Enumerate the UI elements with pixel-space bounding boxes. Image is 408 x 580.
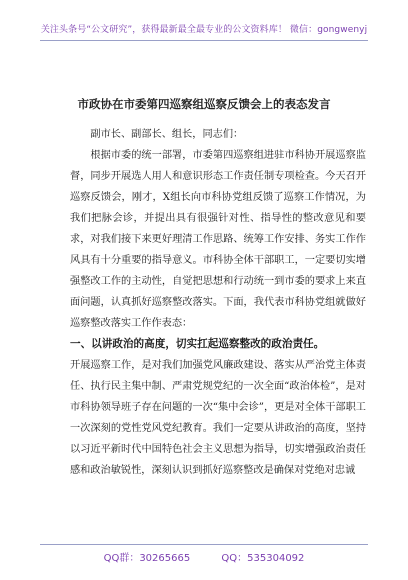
paragraph: 根据市委的统一部署，市委第四巡察组进驻市科协开展巡察监督，同步开展选人用人和意识形态工作责任制专项检查。今天召开巡察反馈会，刚才，X组长向市科协党组反馈了巡察工作情况，为我们把脉会诊，并提出具有很强针对性、指导性的整改意见和要求，对我们接下来更好理清工作思路、统筹工作安排、务实工作作风具有十分重要的指导意义。市科协全体干部职工，一定要切实增强整改工作的主动性，自觉把思想和行动统一到市委的要求上来直面问题，认真抓好巡察整改落实。下面，我代表市科协党组就做好巡察整改落实工作作表态： bbox=[70, 150, 366, 329]
footer-divider bbox=[40, 544, 368, 545]
document-body bbox=[70, 122, 366, 481]
footer bbox=[0, 549, 408, 564]
salutation: 副市长、副部长、组长，同志们： bbox=[90, 129, 244, 140]
footer-qq-group: QQ群：30265665 bbox=[103, 553, 191, 564]
header-divider bbox=[40, 40, 368, 41]
header-banner: 关注头条号“公文研究”，获得最新最全最专业的公文资料库！ 微信：gongwenyj bbox=[40, 25, 368, 35]
document-title: 市政协在市委第四巡察组巡察反馈会上的表态发言 bbox=[77, 97, 331, 111]
footer-qq-contact: QQ：535304092 bbox=[221, 553, 305, 564]
section-heading: 一、以讲政治的高度，切实扛起巡察整改的政治责任。 bbox=[70, 338, 325, 350]
paragraph: 开展巡察工作，是对我们加强党风廉政建设、落实从严治党主体责任、执行民主集中制、严肃党规党纪的一次全面“政治体检”，是对市科协领导班子存在问题的一次“集中会诊”，更是对全体干部职工一次深刻的党性党风党纪教育。我们一定要从讲政治的高度，坚持以习近平新时代中国特色社会主义思想为指导，切实增强政治责任感和政治敏锐性，深刻认识到抓好巡察整改是确保对党绝对忠诚 bbox=[70, 360, 366, 476]
